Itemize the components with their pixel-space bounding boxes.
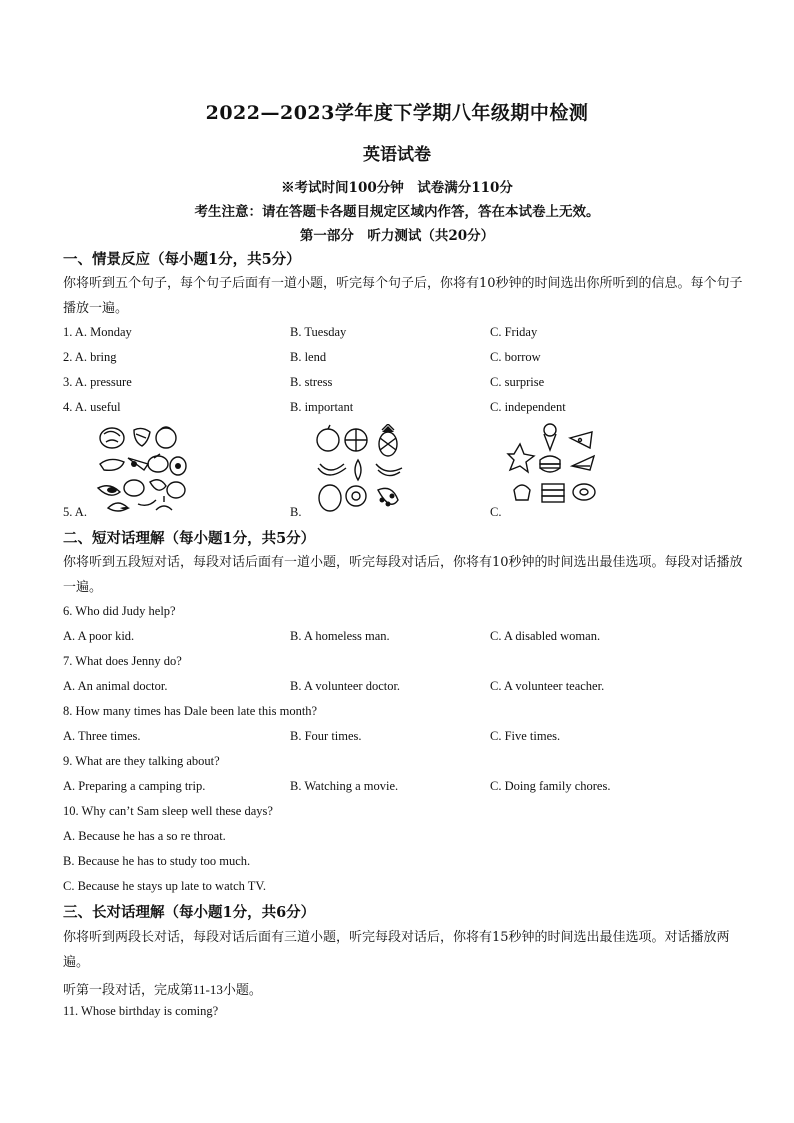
q4-option-c: C. independent: [490, 400, 566, 414]
vegetables-icon: [94, 424, 190, 516]
q3-option-c: C. surprise: [490, 375, 545, 389]
exam-info: ※考试时间100分钟 试卷满分110分: [281, 180, 513, 196]
q10-option-a: A. Because he has a so re throat.: [63, 829, 226, 843]
q10-option-c: C. Because he stays up late to watch TV.: [63, 879, 266, 893]
q9-stem: 9. What are they talking about?: [63, 754, 220, 768]
exam-title: 2022—2023学年度下学期八年级期中检测: [205, 102, 589, 124]
q2-option-c: C. borrow: [490, 350, 541, 364]
section1-instructions: 你将听到五个句子，每个句子后面有一道小题，听完每个句子后，你将有10秒钟的时间选出你所听到的信息。每个句子播放一遍。: [63, 276, 743, 316]
q6-option-a: A. A poor kid.: [63, 629, 135, 643]
q9-option-b: B. Watching a movie.: [290, 779, 399, 793]
exam-notice: 考生注意：请在答题卡各题目规定区域内作答，答在本试卷上无效。: [194, 204, 600, 220]
q9-option-a: A. Preparing a camping trip.: [63, 779, 206, 793]
q6-option-c: C. A disabled woman.: [490, 629, 601, 643]
section2-heading: 二、短对话理解（每小题1分，共5分）: [63, 530, 316, 547]
fruits-icon: [312, 424, 408, 516]
q7-option-a: A. An animal doctor.: [63, 679, 168, 693]
q1-option-b: B. Tuesday: [290, 325, 347, 339]
q11-stem: 11. Whose birthday is coming?: [63, 1004, 219, 1018]
q10-option-b: B. Because he has to study too much.: [63, 854, 251, 868]
q9-option-c: C. Doing family chores.: [490, 779, 611, 793]
q7-stem: 7. What does Jenny do?: [63, 654, 182, 668]
exam-subtitle: 英语试卷: [363, 145, 431, 165]
section3-sub-instruction: 听第一段对话，完成第11-13小题。: [63, 982, 262, 997]
q7-option-c: C. A volunteer teacher.: [490, 679, 605, 693]
q8-option-a: A. Three times.: [63, 729, 141, 743]
q4-option-a: 4. A. useful: [63, 400, 121, 414]
q3-option-a: 3. A. pressure: [63, 375, 132, 389]
q5-option-c: C.: [490, 505, 502, 519]
q1-option-c: C. Friday: [490, 325, 538, 339]
q6-stem: 6. Who did Judy help?: [63, 604, 176, 618]
q2-option-b: B. lend: [290, 350, 327, 364]
q1-option-a: 1. A. Monday: [63, 325, 132, 339]
part-one-heading: 第一部分 听力测试（共20分）: [299, 228, 495, 244]
q5-option-a: 5. A.: [63, 505, 87, 519]
q8-option-c: C. Five times.: [490, 729, 561, 743]
q6-option-b: B. A homeless man.: [290, 629, 390, 643]
q5-option-b: B.: [290, 505, 302, 519]
q8-option-b: B. Four times.: [290, 729, 362, 743]
q7-option-b: B. A volunteer doctor.: [290, 679, 401, 693]
q10-stem: 10. Why can’t Sam sleep well these days?: [63, 804, 273, 818]
q8-stem: 8. How many times has Dale been late this month?: [63, 704, 318, 718]
section3-instructions: 你将听到两段长对话，每段对话后面有三道小题，听完每段对话后，你将有15秒钟的时间选出最佳选项。对话播放两遍。: [63, 930, 730, 970]
desserts-icon: [506, 422, 602, 514]
section1-heading: 一、情景反应（每小题1分，共5分）: [63, 251, 301, 268]
q2-option-a: 2. A. bring: [63, 350, 117, 364]
q3-option-b: B. stress: [290, 375, 333, 389]
section3-heading: 三、长对话理解（每小题1分，共6分）: [63, 904, 316, 921]
q4-option-b: B. important: [290, 400, 354, 414]
section2-instructions: 你将听到五段短对话，每段对话后面有一道小题，听完每段对话后，你将有10秒钟的时间选出最佳选项。每段对话播放一遍。: [63, 555, 743, 595]
